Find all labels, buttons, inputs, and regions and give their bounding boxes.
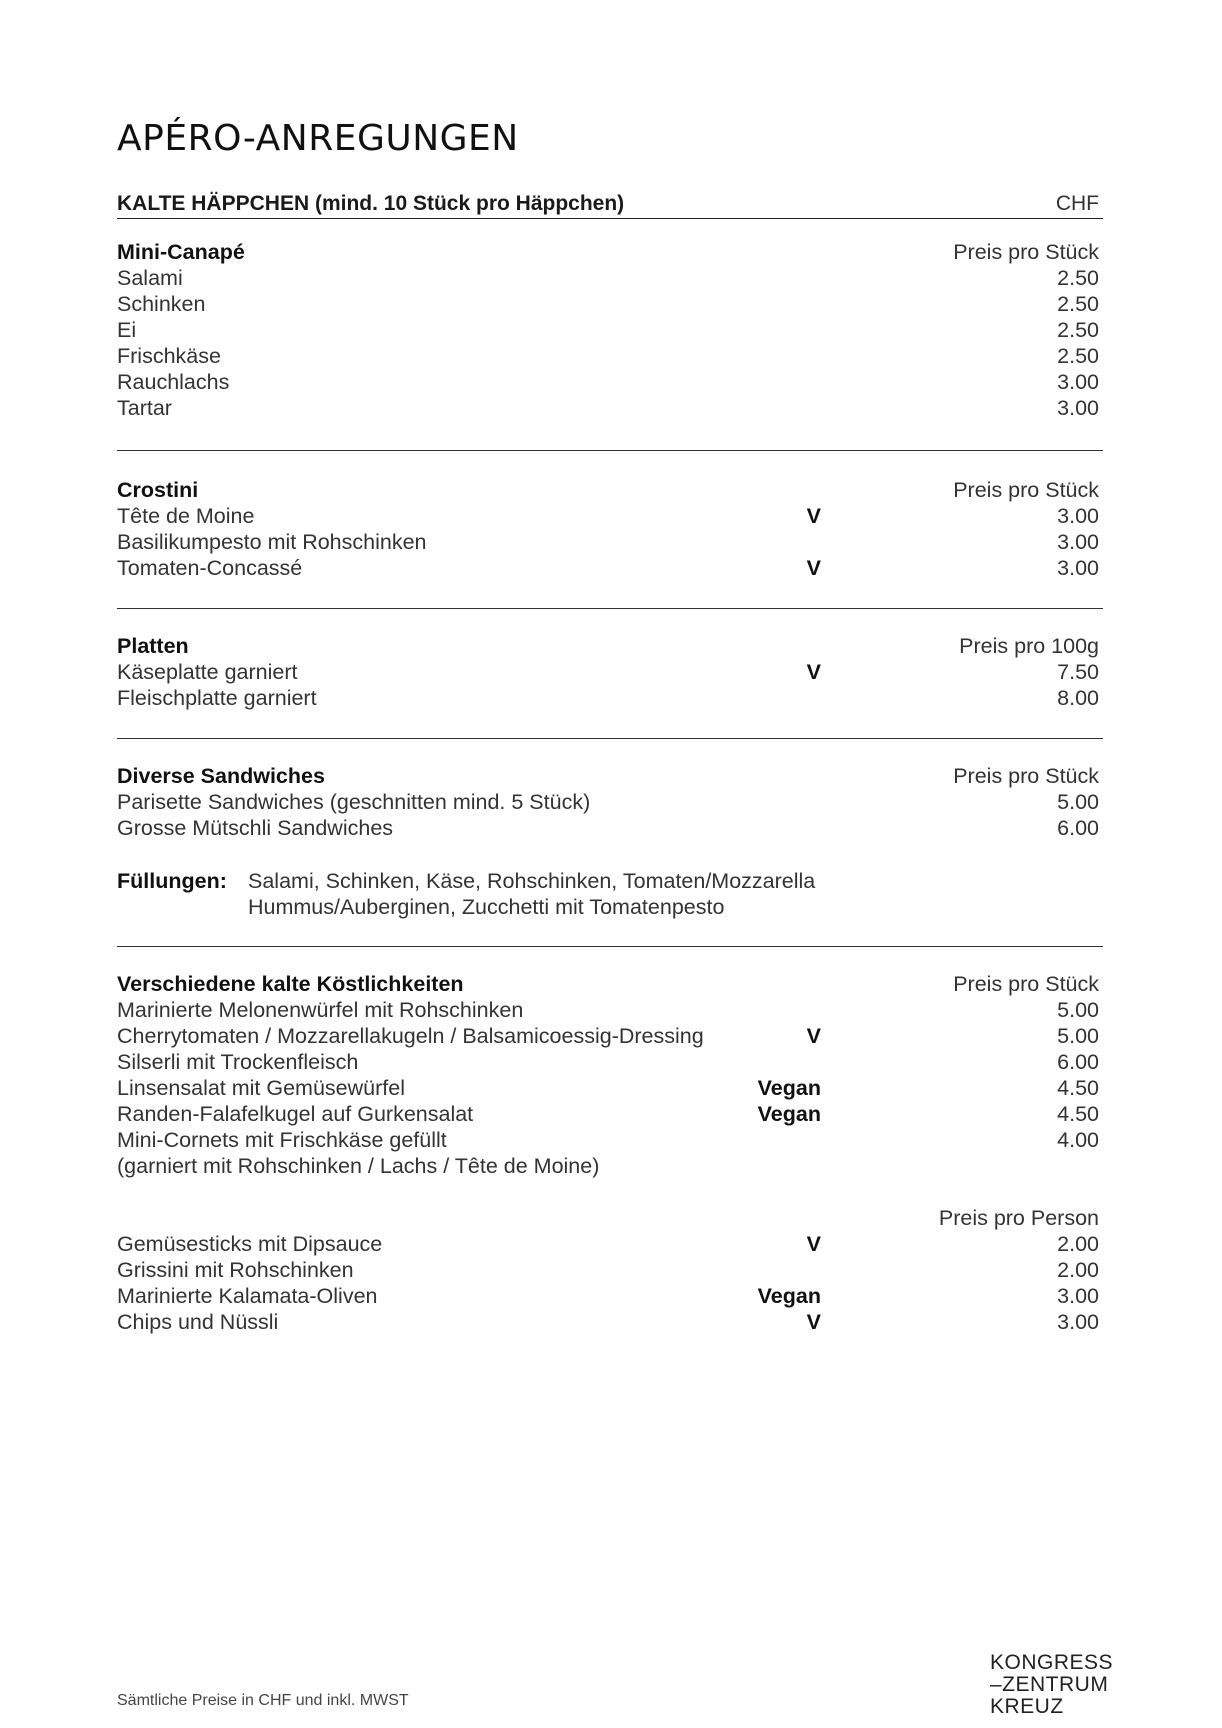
fillings-text: Hummus/Auberginen, Zucchetti mit Tomatenpesto <box>248 895 725 919</box>
section-pro-person <box>117 1205 1103 1335</box>
page-title: APÉRO-ANREGUNGEN <box>117 118 519 159</box>
item-list <box>117 1231 1103 1335</box>
logo <box>990 1652 1113 1718</box>
diet-tag: V <box>806 556 821 580</box>
unit-label: Preis pro Stück <box>953 972 1099 996</box>
menu-item <box>117 1101 1103 1127</box>
item-name: Marinierte Melonenwürfel mit Rohschinken <box>117 998 524 1022</box>
section-heading-row <box>117 1205 1103 1231</box>
unit-label: Preis pro Stück <box>953 478 1099 502</box>
unit-label: Preis pro Person <box>938 1206 1099 1230</box>
diet-tag: Vegan <box>757 1076 821 1100</box>
item-name: Silserli mit Trockenfleisch <box>117 1050 359 1074</box>
item-price: 6.00 <box>1057 1050 1099 1074</box>
section-heading-row <box>117 633 1103 659</box>
menu-item <box>117 1153 1103 1179</box>
item-name: Frischkäse <box>117 344 221 368</box>
section-mini-canape <box>117 239 1103 421</box>
item-name: Rauchlachs <box>117 370 230 394</box>
item-name: Chips und Nüssli <box>117 1310 279 1334</box>
item-price: 2.50 <box>1057 292 1099 316</box>
item-name: Schinken <box>117 292 206 316</box>
item-price: 3.00 <box>1057 370 1099 394</box>
menu-item <box>117 1231 1103 1257</box>
item-price: 3.00 <box>1057 1284 1099 1308</box>
item-list <box>117 503 1103 581</box>
item-price: 3.00 <box>1057 504 1099 528</box>
section-heading: Diverse Sandwiches <box>117 764 325 788</box>
item-name: Linsensalat mit Gemüsewürfel <box>117 1076 405 1100</box>
diet-tag: V <box>806 1232 821 1256</box>
menu-item <box>117 503 1103 529</box>
menu-item <box>117 685 1103 711</box>
menu-item <box>117 1049 1103 1075</box>
section-crostini <box>117 477 1103 581</box>
item-name: Fleischplatte garniert <box>117 686 317 710</box>
item-name: (garniert mit Rohschinken / Lachs / Tête de Moine) <box>117 1154 600 1178</box>
menu-item <box>117 789 1103 815</box>
menu-item <box>117 529 1103 555</box>
menu-item <box>117 1309 1103 1335</box>
item-price: 7.50 <box>1057 660 1099 684</box>
logo-line: –ZENTRUM <box>990 1673 1109 1696</box>
item-name: Mini-Cornets mit Frischkäse gefüllt <box>117 1128 447 1152</box>
section-platten <box>117 633 1103 711</box>
item-price: 4.50 <box>1057 1102 1099 1126</box>
menu-item <box>117 997 1103 1023</box>
unit-label: Preis pro Stück <box>953 240 1099 264</box>
item-name: Salami <box>117 266 183 290</box>
item-price: 4.50 <box>1057 1076 1099 1100</box>
item-name: Grissini mit Rohschinken <box>117 1258 354 1282</box>
section-heading-row <box>117 971 1103 997</box>
section-heading: Mini-Canapé <box>117 240 245 264</box>
unit-label: Preis pro Stück <box>953 764 1099 788</box>
item-name: Marinierte Kalamata-Oliven <box>117 1284 378 1308</box>
menu-item <box>117 265 1103 291</box>
section-heading-row <box>117 239 1103 265</box>
item-name: Grosse Mütschli Sandwiches <box>117 816 394 840</box>
item-name: Tête de Moine <box>117 504 255 528</box>
item-price: 5.00 <box>1057 998 1099 1022</box>
diet-tag: V <box>806 1024 821 1048</box>
diet-tag: V <box>806 1310 821 1334</box>
item-price: 6.00 <box>1057 816 1099 840</box>
logo-line: KREUZ <box>990 1695 1064 1718</box>
menu-item <box>117 659 1103 685</box>
item-name: Gemüsesticks mit Dipsauce <box>117 1232 383 1256</box>
menu-item <box>117 369 1103 395</box>
fillings-label: Füllungen: <box>117 869 227 893</box>
diet-tag: V <box>806 504 821 528</box>
menu-item <box>117 1257 1103 1283</box>
item-price: 8.00 <box>1057 686 1099 710</box>
item-price: 2.00 <box>1057 1232 1099 1256</box>
menu-item <box>117 317 1103 343</box>
item-price: 3.00 <box>1057 396 1099 420</box>
menu-item <box>117 343 1103 369</box>
divider <box>117 946 1103 947</box>
diet-tag: Vegan <box>757 1284 821 1308</box>
item-list <box>117 659 1103 711</box>
item-price: 3.00 <box>1057 556 1099 580</box>
item-name: Tartar <box>117 396 172 420</box>
item-price: 2.50 <box>1057 318 1099 342</box>
item-price: 3.00 <box>1057 1310 1099 1334</box>
fillings-text: Salami, Schinken, Käse, Rohschinken, Tomaten/Mozzarella <box>248 869 816 893</box>
menu-item <box>117 1075 1103 1101</box>
category-header <box>117 192 1103 219</box>
item-price: 2.00 <box>1057 1258 1099 1282</box>
divider <box>117 608 1103 609</box>
divider <box>117 738 1103 739</box>
menu-item <box>117 395 1103 421</box>
item-price: 2.50 <box>1057 344 1099 368</box>
section-heading-row <box>117 477 1103 503</box>
divider <box>117 450 1103 451</box>
item-price: 4.00 <box>1057 1128 1099 1152</box>
item-price: 5.00 <box>1057 790 1099 814</box>
section-heading: Verschiedene kalte Köstlichkeiten <box>117 972 464 996</box>
section-heading: Crostini <box>117 478 199 502</box>
item-price: 2.50 <box>1057 266 1099 290</box>
diet-tag: Vegan <box>757 1102 821 1126</box>
category-title: KALTE HÄPPCHEN (mind. 10 Stück pro Häppchen) <box>117 192 625 215</box>
menu-item <box>117 1023 1103 1049</box>
item-list <box>117 789 1103 841</box>
menu-item <box>117 1127 1103 1153</box>
item-name: Parisette Sandwiches (geschnitten mind. 5 Stück) <box>117 790 591 814</box>
menu-item <box>117 815 1103 841</box>
item-price: 3.00 <box>1057 530 1099 554</box>
menu-item <box>117 1283 1103 1309</box>
footer-note: Sämtliche Preise in CHF und inkl. MWST <box>117 1692 409 1709</box>
item-name: Cherrytomaten / Mozzarellakugeln / Balsamicoessig-Dressing <box>117 1024 704 1048</box>
section-heading-row <box>117 763 1103 789</box>
currency-label: CHF <box>1055 192 1099 215</box>
item-name: Käseplatte garniert <box>117 660 298 684</box>
menu-item <box>117 555 1103 581</box>
item-name: Ei <box>117 318 137 342</box>
logo-line: KONGRESS <box>990 1651 1114 1674</box>
diet-tag: V <box>806 660 821 684</box>
item-price: 5.00 <box>1057 1024 1099 1048</box>
section-kalte-koestlichkeiten <box>117 971 1103 1179</box>
menu-item <box>117 291 1103 317</box>
item-name: Basilikumpesto mit Rohschinken <box>117 530 427 554</box>
item-name: Tomaten-Concassé <box>117 556 303 580</box>
item-list <box>117 997 1103 1179</box>
item-name: Randen-Falafelkugel auf Gurkensalat <box>117 1102 474 1126</box>
unit-label: Preis pro 100g <box>959 634 1099 658</box>
section-heading: Platten <box>117 634 189 658</box>
item-list <box>117 265 1103 421</box>
section-sandwiches <box>117 763 1103 841</box>
